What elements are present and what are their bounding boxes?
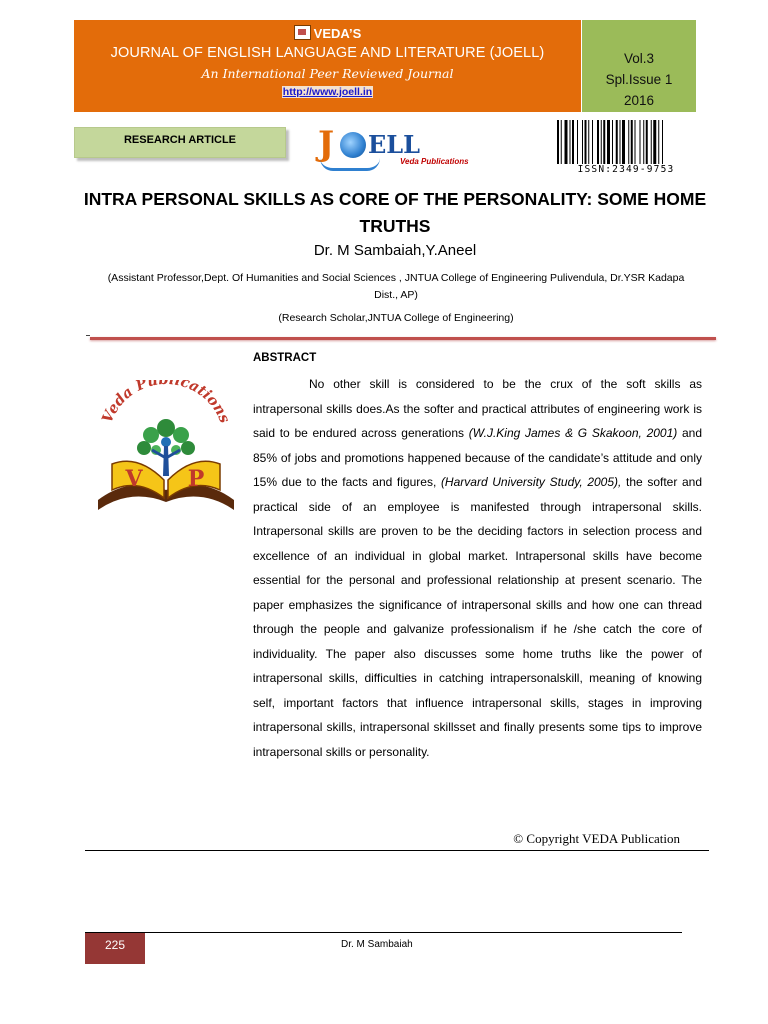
- barcode-bar: [640, 120, 641, 164]
- abstract-citation-2: (Harvard University Study, 2005),: [440, 475, 622, 489]
- copyright-notice: © Copyright VEDA Publication: [513, 831, 680, 846]
- barcode-bar: [635, 120, 636, 164]
- article-title: INTRA PERSONAL SKILLS AS CORE OF THE PERSONALITY: SOME HOME TRUTHS: [83, 189, 707, 236]
- barcode-bar: [653, 120, 656, 164]
- publisher-row: [74, 25, 581, 41]
- barcode-bar: [565, 120, 568, 164]
- page-number: 225: [85, 933, 145, 964]
- veda-logo-letter-v: V: [125, 466, 143, 492]
- volume-box: [582, 20, 696, 112]
- barcode-bar: [601, 120, 602, 164]
- abstract-text-1: No other skill is considered to be the crux of the soft skills as intrapersonal skills does.As the softer and practical attributes of engineering work is said to be endured across generations: [253, 377, 702, 440]
- footer-author: Dr. M Sambaiah: [341, 939, 413, 950]
- journal-title: JOURNAL OF ENGLISH LANGUAGE AND LITERATURE (JOELL): [110, 45, 545, 61]
- barcode-bar: [628, 120, 629, 164]
- veda-book-icon: [294, 25, 311, 40]
- barcode-bar: [557, 120, 559, 164]
- journal-url-link[interactable]: http://www.joell.in: [282, 86, 373, 98]
- journal-header-banner: [74, 20, 581, 112]
- footer-rule: [85, 932, 682, 933]
- abstract-text-3: the softer and practical side of an employee is manifested through intrapersonal skills. Intrapersonal skills are proven to be the deciding factors in selection process and excellence of an individual in global market. Intrapersonal skills have become essential for the personal and professional relationship at present scenario. The paper emphasizes the significance of intrapersonal skills and how one can thread through the people and galvanize professionalism if he /she catch the core of individuality. The paper also discusses some home truths like the power of intrapersonal skills, difficulties in catching intrapersonalskill, meaning of knowing self, important factors that influence intrapersonal skills, stages in improving intrapersonal skills, intrapersonal skillsset and finally presents some tips to improve intrapersonal skills or personality.: [253, 475, 703, 759]
- barcode-bar: [577, 120, 578, 164]
- joell-logo-j: J: [318, 124, 335, 164]
- journal-url-wrap: [74, 86, 581, 98]
- year-label: 2016: [623, 93, 655, 108]
- issue-label: Spl.Issue 1: [605, 72, 673, 87]
- title-divider: [90, 337, 716, 340]
- barcode-bar: [607, 120, 610, 164]
- barcode-bar: [662, 120, 663, 164]
- divider-tick: [86, 335, 90, 336]
- barcode-bar: [646, 120, 648, 164]
- veda-logo-arc-text: Veda Pu ications: [98, 380, 234, 426]
- publisher-name: VEDA’S: [313, 26, 362, 41]
- abstract-bottom-rule: [85, 850, 709, 851]
- barcode-bar: [643, 120, 644, 164]
- barcode-bar: [616, 120, 618, 164]
- joell-logo-publisher: Veda Publications: [400, 157, 469, 166]
- globe-icon: [340, 132, 366, 158]
- barcode-bar: [631, 120, 633, 164]
- swoosh-icon: [320, 158, 380, 171]
- article-authors: Dr. M Sambaiah,Y.Aneel: [313, 242, 477, 259]
- barcode-bar: [597, 120, 599, 164]
- veda-logo-letter-p: P: [187, 466, 205, 492]
- barcode-bar: [585, 120, 587, 164]
- abstract-paragraph: [253, 372, 702, 764]
- barcode-bar: [658, 120, 659, 164]
- abstract-heading: ABSTRACT: [253, 352, 317, 364]
- barcode-bar: [572, 120, 574, 164]
- veda-publications-logo: [90, 380, 242, 530]
- barcode-bar: [570, 120, 571, 164]
- abstract-body: [253, 372, 702, 764]
- barcode-bar: [620, 120, 621, 164]
- issn-number: ISSN:2349-9753: [577, 164, 675, 175]
- barcode-bar: [588, 120, 589, 164]
- abstract-citation-1: (W.J.King James & G Skakoon, 2001): [468, 426, 678, 440]
- joell-logo-ell: ELL: [368, 130, 421, 159]
- barcode-bar: [561, 120, 562, 164]
- research-article-tag: RESEARCH ARTICLE: [74, 127, 286, 158]
- journal-subtitle: An International Peer Reviewed Journal: [201, 66, 454, 81]
- abstract-text-2: and 85% of jobs and promotions happened because of the candidate’s attitude and only 15% due to the facts and figures,: [253, 426, 702, 489]
- barcode-icon: [555, 120, 697, 164]
- barcode-bar: [612, 120, 613, 164]
- author-affiliation-1: (Assistant Professor,Dept. Of Humanities and Social Sciences , JNTUA College of Engineering Pulivendula, Dr.YSR Kadapa Dist., AP): [107, 272, 685, 301]
- barcode-bar: [622, 120, 625, 164]
- barcode-bar: [651, 120, 652, 164]
- barcode-bar: [592, 120, 593, 164]
- joell-logo: [318, 122, 488, 172]
- author-affiliation-2: (Research Scholar,JNTUA College of Engineering): [278, 312, 514, 324]
- volume-label: Vol.3: [623, 51, 655, 66]
- barcode-bar: [603, 120, 605, 164]
- barcode-bar: [582, 120, 583, 164]
